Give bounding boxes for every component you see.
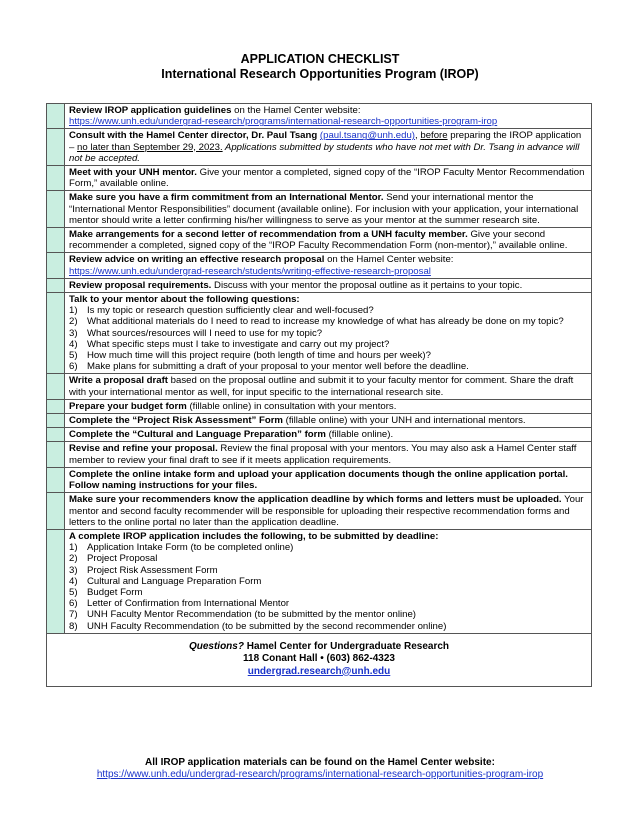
checklist-row	[47, 129, 592, 166]
checklist-item	[65, 166, 592, 191]
item-text: (fillable online).	[325, 429, 394, 441]
item-text: Discuss with your mentor the proposal outline as it pertains to your topic.	[211, 279, 523, 291]
checklist-row	[47, 293, 592, 374]
footer-link-wrap	[0, 769, 640, 780]
page-title: APPLICATION CHECKLIST	[240, 52, 400, 66]
item-text: Your mentor and second faculty recommender will be responsible for uploading their respective recommendation forms and letters to the online portal no later than the application deadline.	[69, 494, 584, 528]
list-number: 5)	[69, 350, 78, 362]
list-number: 5)	[69, 586, 78, 598]
checkbox[interactable]	[47, 529, 65, 633]
list-text: Is my topic or research question sufficiently clear and well-focused?	[87, 305, 374, 317]
checkbox[interactable]	[47, 414, 65, 428]
checklist-table	[46, 103, 592, 687]
item-heading: A complete IROP application includes the following, to be submitted by deadline:	[69, 530, 439, 542]
item-heading: Complete the online intake form and upload your application documents though the online application portal. Follow naming instructions for your files.	[69, 468, 568, 492]
checkbox[interactable]	[47, 399, 65, 413]
list-text: Project Proposal	[87, 553, 158, 565]
list-item	[69, 305, 588, 316]
checkbox[interactable]	[47, 428, 65, 442]
checklist-item	[65, 467, 592, 492]
list-item	[69, 350, 588, 361]
list-item	[69, 609, 588, 620]
list-item	[69, 553, 588, 564]
checklist-item	[65, 428, 592, 442]
item-heading: Review proposal requirements.	[69, 279, 212, 291]
checklist-row	[47, 529, 592, 633]
list-number: 1)	[69, 542, 78, 554]
checklist-row	[47, 493, 592, 530]
checklist-item	[65, 493, 592, 530]
guidelines-link[interactable]: https://www.unh.edu/undergrad-research/programs/international-research-opportunities-program-irop	[69, 116, 498, 128]
checkbox[interactable]	[47, 374, 65, 399]
checklist-row	[47, 253, 592, 278]
item-text: (fillable online) with your UNH and international mentors.	[282, 415, 526, 427]
advice-link[interactable]: https://www.unh.edu/undergrad-research/students/writing-effective-research-proposal	[69, 265, 431, 277]
list-text: UNH Faculty Recommendation (to be submitted by the second recommender online)	[87, 620, 447, 632]
checklist-item	[65, 399, 592, 413]
questions-list	[69, 305, 588, 372]
deadline-text: no later than September 29, 2023.	[77, 141, 223, 153]
list-number: 3)	[69, 564, 78, 576]
checklist-row	[47, 278, 592, 292]
list-number: 6)	[69, 598, 78, 610]
list-item	[69, 598, 588, 609]
checkbox[interactable]	[47, 442, 65, 467]
list-item	[69, 339, 588, 350]
checklist-item	[65, 104, 592, 129]
list-item	[69, 328, 588, 339]
checklist-item	[65, 278, 592, 292]
list-item	[69, 361, 588, 372]
item-heading: Make arrangements for a second letter of recommendation from a UNH faculty member.	[69, 229, 468, 241]
item-text: on the Hamel Center website:	[324, 254, 454, 266]
contact-row	[47, 633, 592, 686]
checklist-item	[65, 529, 592, 633]
list-number: 8)	[69, 620, 78, 632]
checkbox[interactable]	[47, 467, 65, 492]
list-number: 2)	[69, 553, 78, 565]
checkbox[interactable]	[47, 104, 65, 129]
item-text: Review the final proposal with your mentors. You may also ask a Hamel Center staff member to review your final draft to see if it meets application requirements.	[69, 443, 577, 466]
list-number: 6)	[69, 361, 78, 373]
checklist-item	[65, 253, 592, 278]
list-text: Make plans for submitting a draft of your proposal to your mentor well before the deadline.	[87, 361, 469, 373]
list-text: What additional materials do I need to read to increase my knowledge of what has already be done on my topic?	[87, 316, 564, 328]
checklist-item	[65, 374, 592, 399]
item-text: Send your international mentor the “International Mentor Responsibilities” document (available online). For inclusion with your application, your international mentor should write a letter confirming his/her willingness to serve as your mentor at the summer research site.	[69, 192, 579, 226]
item-text: Give your mentor a completed, signed copy of the “IROP Faculty Mentor Recommendation Form,” available online.	[69, 167, 585, 190]
list-text: How much time will this project require (both length of time and hours per week)?	[87, 350, 431, 362]
item-text: on the Hamel Center website:	[231, 105, 361, 116]
list-text: Project Risk Assessment Form	[87, 564, 218, 576]
checklist-item	[65, 293, 592, 374]
footer-link[interactable]: https://www.unh.edu/undergrad-research/programs/international-research-opportunities-program-irop	[96, 769, 544, 780]
checklist-item	[65, 442, 592, 467]
list-text: Letter of Confirmation from International Mentor	[87, 598, 290, 610]
email-link[interactable]: (paul.tsang@unh.edu)	[319, 130, 416, 142]
checklist-row	[47, 414, 592, 428]
checklist-item	[65, 414, 592, 428]
checkbox[interactable]	[47, 129, 65, 166]
list-item	[69, 316, 588, 327]
checkbox[interactable]	[47, 293, 65, 374]
list-number: 3)	[69, 327, 78, 339]
checklist-row	[47, 442, 592, 467]
list-text: What sources/resources will I need to use for my topic?	[87, 327, 323, 339]
item-heading: Write a proposal draft	[69, 375, 168, 387]
item-text: before	[420, 130, 448, 142]
list-number: 2)	[69, 316, 78, 328]
contact-center: Hamel Center for Undergraduate Research	[243, 640, 450, 652]
item-heading: Prepare your budget form	[69, 400, 187, 412]
list-text: Budget Form	[87, 586, 143, 598]
list-number: 1)	[69, 305, 78, 317]
list-item	[69, 621, 588, 632]
contact-email-link[interactable]: undergrad.research@unh.edu	[247, 665, 391, 677]
checkbox[interactable]	[47, 253, 65, 278]
item-heading: Meet with your UNH mentor.	[69, 167, 197, 179]
checkbox[interactable]	[47, 278, 65, 292]
checklist-item	[65, 228, 592, 253]
item-heading: Consult with the Hamel Center director, Dr. Paul Tsang	[69, 130, 318, 142]
checklist-row	[47, 191, 592, 228]
checklist-row	[47, 467, 592, 492]
list-text: Cultural and Language Preparation Form	[87, 575, 262, 587]
checklist-row	[47, 228, 592, 253]
list-number: 7)	[69, 609, 78, 621]
list-number: 4)	[69, 575, 78, 587]
checklist-row	[47, 399, 592, 413]
item-heading: Revise and refine your proposal.	[69, 443, 218, 455]
list-text: UNH Faculty Mentor Recommendation (to be submitted by the mentor online)	[87, 609, 416, 621]
item-heading: Complete the “Project Risk Assessment” Form	[69, 415, 283, 427]
checkbox[interactable]	[47, 166, 65, 191]
item-text: Give your second recommender a completed, signed copy of the “IROP Faculty Recommendation Form (non-mentor),” available online.	[69, 229, 568, 252]
checklist-item: Consult with the Hamel Center director, Dr. Paul Tsang (paul.tsang@unh.edu), before preparing the IROP application – no later than September 29, 2023. Applications submitted by students who have not met with Dr. Tsang in advance will not be accepted.	[65, 129, 592, 166]
item-text: based on the proposal outline and submit it to your faculty mentor for comment. Share the draft with your international mentor as well, for input specific to the international research site.	[69, 375, 574, 398]
item-heading: Make sure you have a firm commitment from an International Mentor.	[69, 192, 384, 204]
item-text: preparing the IROP application –	[69, 130, 582, 153]
item-heading: Review advice on writing an effective research proposal	[69, 254, 325, 266]
requirements-list	[69, 542, 588, 632]
page-subtitle: International Research Opportunities Program (IROP)	[161, 67, 479, 81]
item-heading: Talk to your mentor about the following questions:	[69, 294, 300, 306]
checklist-row	[47, 166, 592, 191]
item-text: Applications submitted by students who have not met with Dr. Tsang in advance will not be accepted.	[69, 141, 580, 164]
footer-note: All IROP application materials can be found on the Hamel Center website:	[145, 757, 495, 768]
list-number: 4)	[69, 338, 78, 350]
list-item	[69, 576, 588, 587]
list-item	[69, 587, 588, 598]
checkbox[interactable]	[47, 228, 65, 253]
list-text: Application Intake Form (to be completed online)	[87, 542, 294, 554]
list-item	[69, 542, 588, 553]
item-heading: Complete the “Cultural and Language Preparation” form	[69, 429, 326, 441]
list-text: What specific steps must I take to investigate and carry out my project?	[87, 338, 390, 350]
checklist-row	[47, 374, 592, 399]
item-heading: Review IROP application guidelines	[69, 105, 232, 116]
checklist-item	[65, 191, 592, 228]
contact-address: 118 Conant Hall • (603) 862-4323	[243, 653, 395, 665]
checkbox[interactable]	[47, 493, 65, 530]
checklist-row	[47, 428, 592, 442]
item-text: (fillable online) in consultation with your mentors.	[186, 400, 397, 412]
checkbox[interactable]	[47, 191, 65, 228]
item-heading: Make sure your recommenders know the application deadline by which forms and letters must be uploaded.	[69, 494, 562, 506]
checklist-row	[47, 104, 592, 129]
list-item	[69, 565, 588, 576]
contact-questions: Questions?	[188, 640, 244, 652]
contact-block	[47, 633, 592, 686]
